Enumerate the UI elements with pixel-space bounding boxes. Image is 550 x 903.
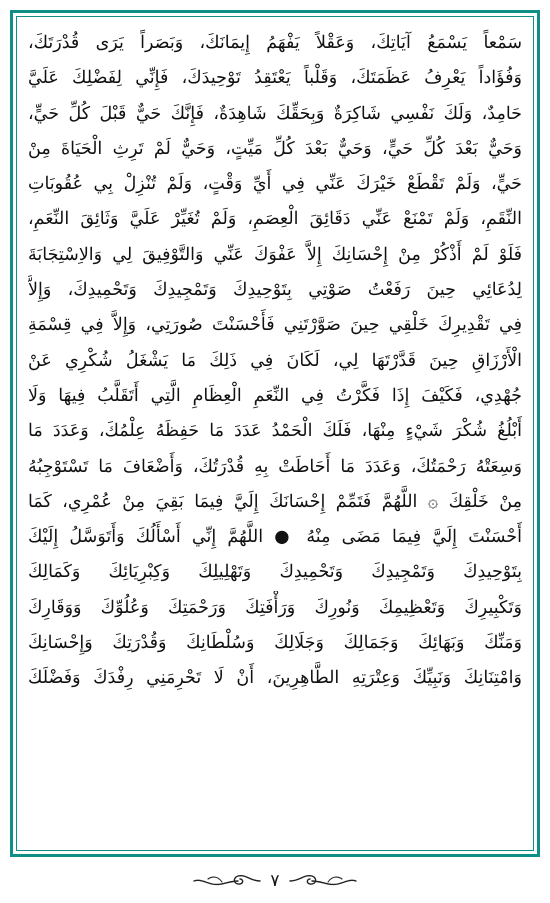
text-line: فَلَوْ لَمْ أَذْكُرْ مِنْ إِحْسَانِكَ إِلاَّ عَفْوَكَ عَنِّي وَالتَّوْفِيقَ لِي وَالاِسْتِجَابَةَ [28, 244, 522, 265]
text-line: أَحْسَنْتَ إِلَيَّ فِيمَا مَضَى مِنْهُ ● اللَّهُمَّ إِنِّي أَسْأَلُكَ وَأَتَوَسَّلُ إِلَيْكَ [28, 527, 522, 548]
text-line: لِدُعَائِي حِينَ رَفَعْتُ صَوْتِي بِتَوْحِيدِكَ وَتَمْجِيدِكَ وَتَحْمِيدِكَ، وَإِلاَّ [28, 280, 522, 301]
text-line: الْأَرْزَاقِ حِينَ قَدَّرْتَهَا لِي، لَكَانَ فِي ذَلِكَ مَا يَشْغَلُ شُكْرِي عَنْ [28, 350, 522, 371]
page-footer [0, 866, 550, 896]
text-line: سَمْعاً يَسْمَعُ آيَاتِكَ، وَعَقْلاً يَفْهَمُ إِيمَانَكَ، وَبَصَراً يَرَى قُدْرَتَكَ، [28, 33, 522, 53]
text-line: وَفُؤَاداً يَعْرِفُ عَظَمَتَكَ، وَقَلْباً يَعْتَقِدُ تَوْحِيدَكَ، فَإِنِّي لِفَضْلِكَ عَلَيَّ [28, 68, 522, 89]
text-line: فِي تَقْدِيرِكَ خَلْقِي حِينَ صَوَّرْتَنِي فَأَحْسَنْتَ صُورَتِي، وَإِلاَّ فِي قِسْمَةِ [28, 315, 522, 336]
text-line: حَيٍّ، وَلَمْ تَقْطَعْ خَيْرَكَ عَنِّي فِي أَيِّ وَقْتٍ، وَلَمْ تُنْزِلْ بِي عُقُوبَاتِ [28, 174, 522, 195]
text-line: حَامِدٌ، وَلَكَ نَفْسِي شَاكِرَةٌ وَبِحَقِّكَ شَاهِدَةٌ، فَإِنَّكَ حَيٌّ قَبْلَ كُلِّ حَيٍّ، [28, 103, 522, 124]
text-line: جُهْدِي، فَكَيْفَ إِذَا فَكَّرْتُ فِي النِّعَمِ الْعِظَامِ الَّتِي أَتَقَلَّبُ فِيهَا وَلَا [28, 385, 522, 406]
text-line: وَمَنِّكَ وَبَهَائِكَ وَجَمَالِكَ وَجَلَالِكَ وَسُلْطَانِكَ وَقُدْرَتِكَ وَإِحْسَانِكَ [28, 633, 522, 654]
prayer-text-block [28, 26, 522, 846]
text-line: وَسِعَتْهُ رَحْمَتُكَ، وَعَدَدَ مَا أَحَاطَتْ بِهِ قُدْرَتُكَ، وَأَضْعَافَ مَا تَسْتَوْجِبُهُ [28, 456, 522, 477]
text-line: مِنْ خَلْقِكَ ۞ اللَّهُمَّ فَتَمِّمْ إِحْسَانَكَ إِلَيَّ فِيمَا بَقِيَ مِنْ عُمْرِي، كَمَا [28, 491, 522, 512]
text-line: وَامْتِنَانِكَ وَنَبِيِّكَ وَعِتْرَتِهِ الطَّاهِرِينَ، أَنْ لَا تَحْرِمَنِي رِفْدَكَ وَفَضْلَكَ [28, 668, 522, 689]
text-line: وَحَيٌّ بَعْدَ كُلِّ حَيٍّ، وَحَيٌّ بَعْدَ كُلِّ مَيِّتٍ، وَحَيٌّ لَمْ تَرِثِ الْحَيَاةَ مِنْ [28, 138, 522, 159]
text-line: النِّقَمِ، وَلَمْ تَمْنَعْ عَنِّي دَقَائِقَ الْعِصَمِ، وَلَمْ تُغَيِّرْ عَلَيَّ وَثَائِقَ النِّعَمِ، [28, 209, 522, 230]
ornament-left-icon [192, 870, 262, 892]
text-line: وَتَكْبِيرِكَ وَتَعْظِيمِكَ وَنُورِكَ وَرَأْفَتِكَ وَرَحْمَتِكَ وَعُلُوِّكَ وَوَقَارِكَ [28, 597, 522, 618]
ornament-right-icon [288, 870, 358, 892]
text-line: أَبْلُغُ شُكْرَ شَيْءٍ مِنْهَا، فَلَكَ الْحَمْدُ عَدَدَ مَا حَفِظَهُ عِلْمُكَ، وَعَدَدَ مَا [28, 421, 522, 442]
page-number: ٧ [270, 871, 280, 891]
text-line: بِتَوْحِيدِكَ وَتَمْجِيدِكَ وَتَحْمِيدِكَ وَتَهْلِيلِكَ وَكِبْرِيَائِكَ وَكَمَالِكَ [28, 562, 522, 583]
